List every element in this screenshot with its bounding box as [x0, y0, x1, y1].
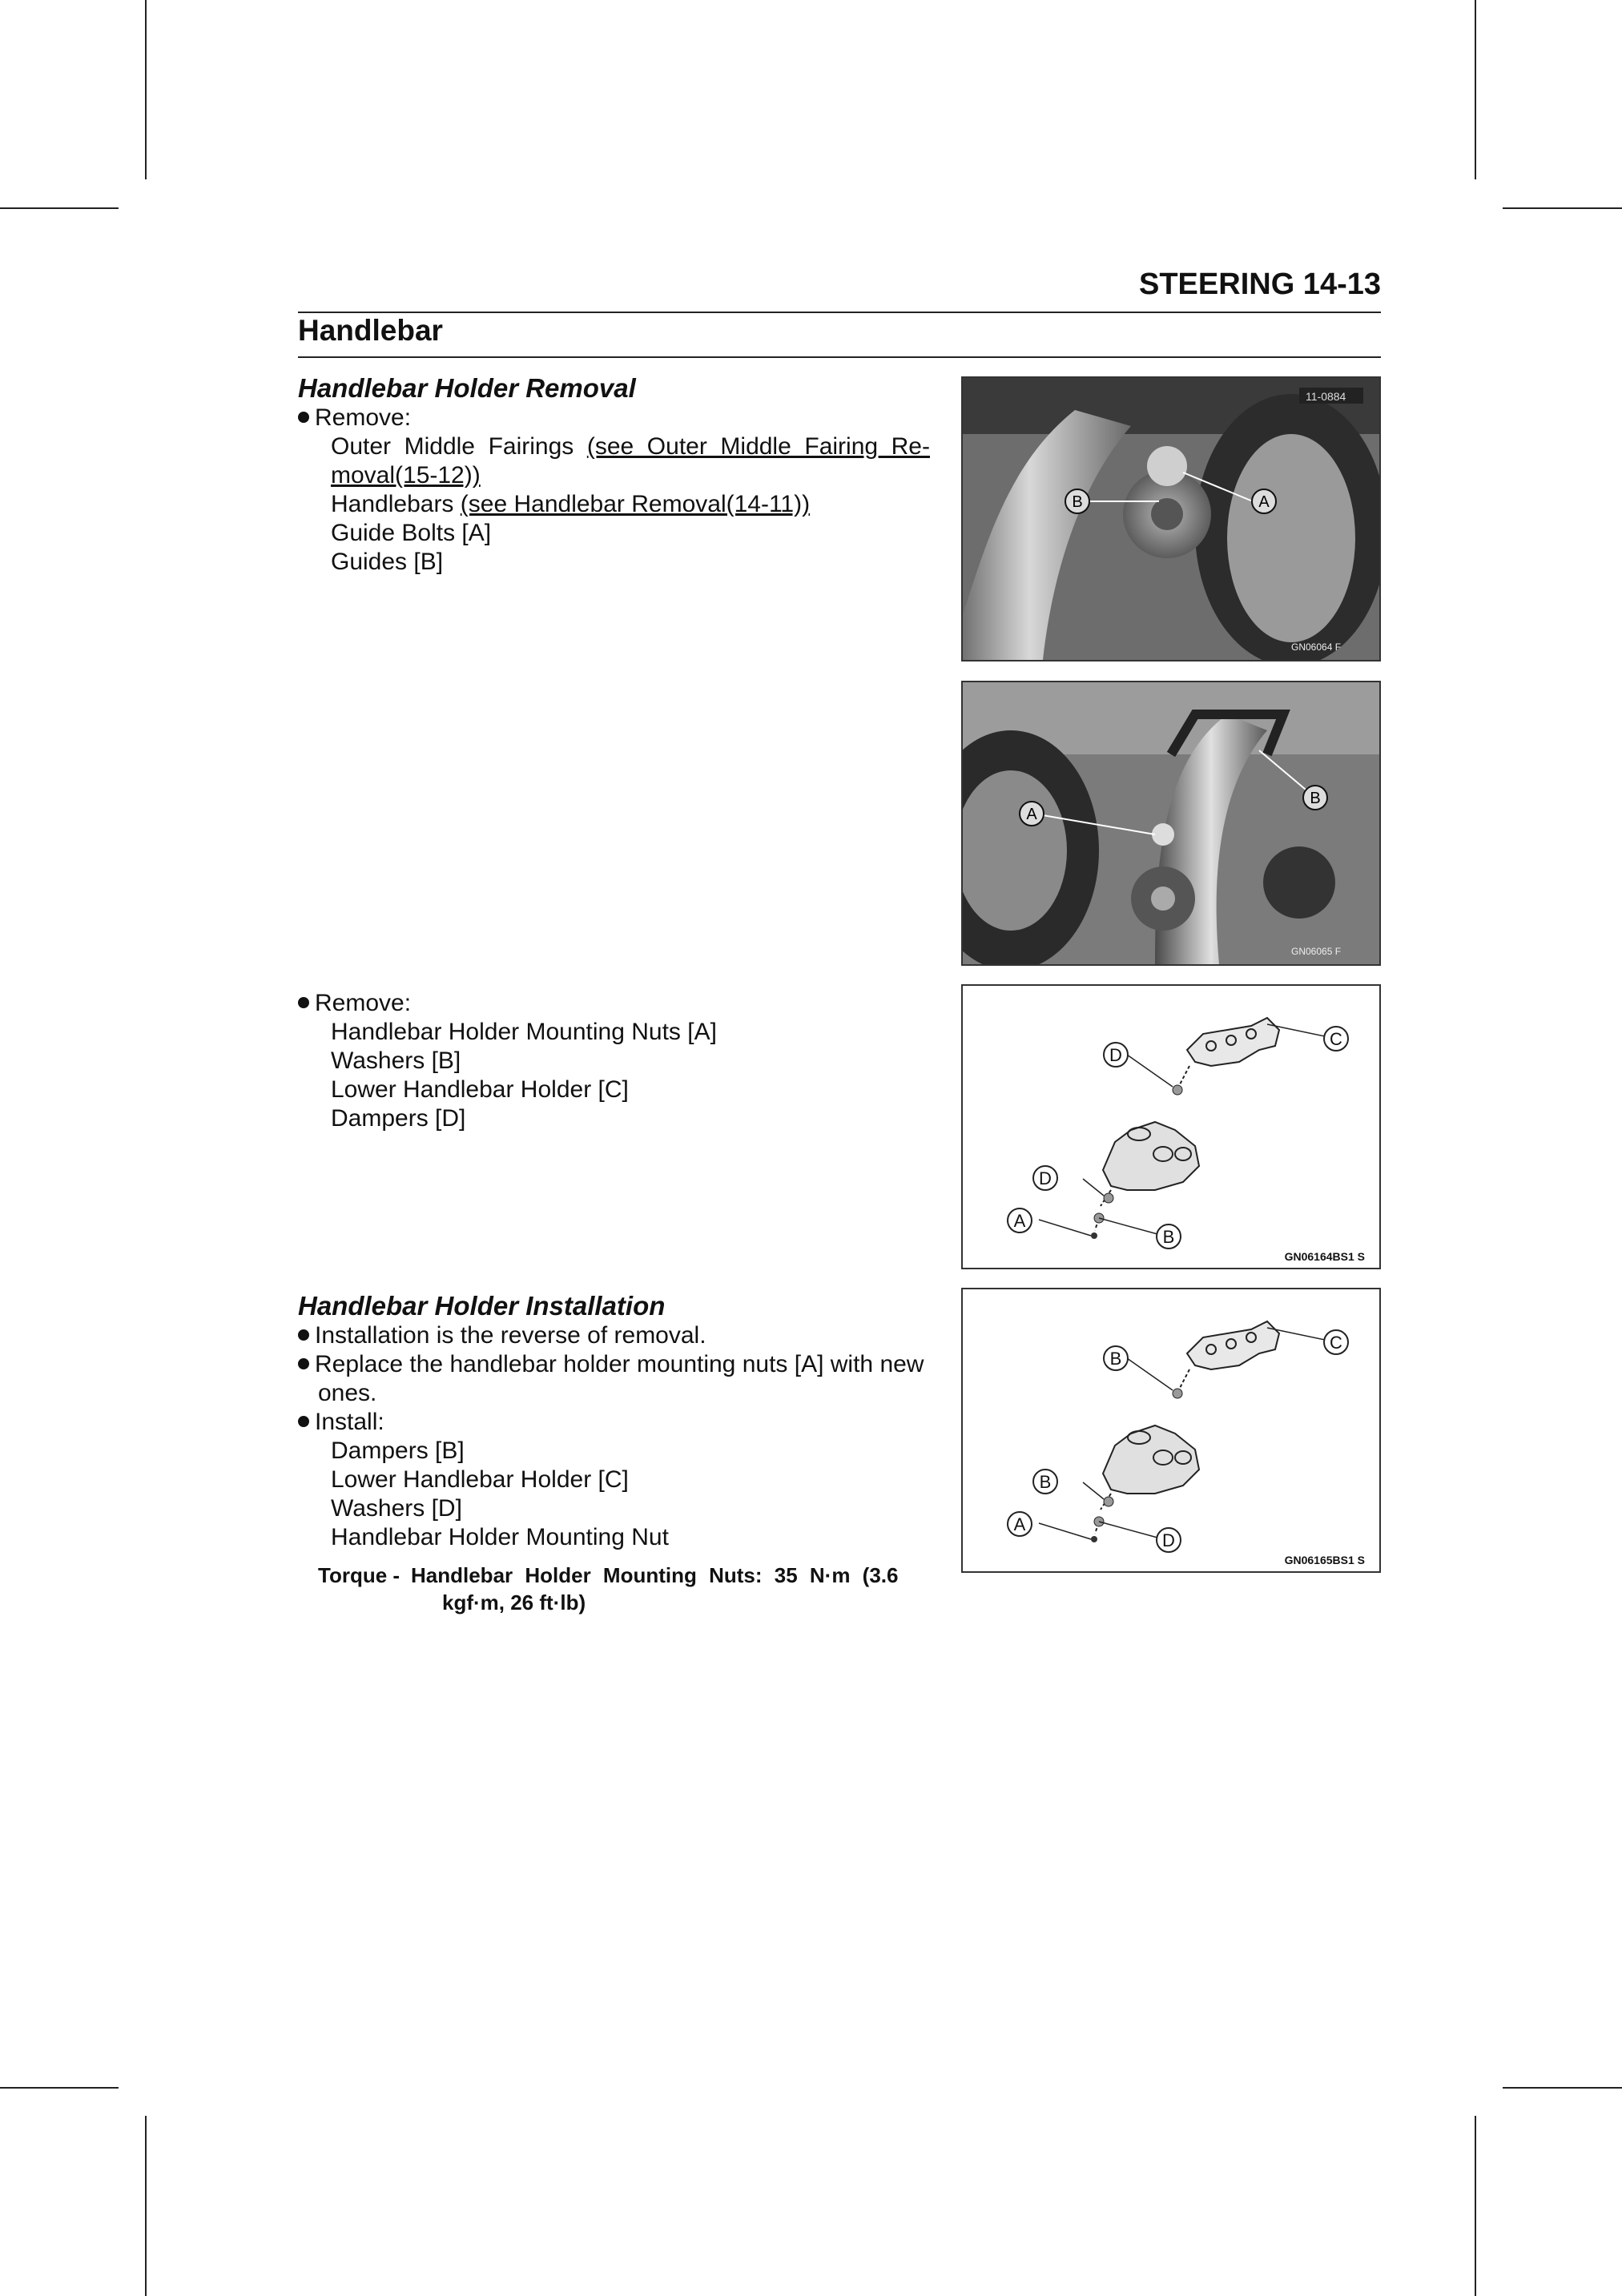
- callout-b: B: [1039, 1472, 1052, 1492]
- removal-bullet-1: [298, 404, 411, 432]
- crop-mark: [0, 207, 119, 209]
- bullet-icon: [298, 412, 309, 423]
- removal-item-fairings-cont: [331, 461, 481, 490]
- page-header: STEERING 14-13: [1139, 267, 1381, 301]
- photo-guides: [961, 681, 1381, 966]
- torque-label: Torque -: [318, 1563, 400, 1587]
- crop-mark: [1475, 2116, 1476, 2296]
- bullet-icon: [298, 1329, 309, 1341]
- removal-item: Handlebar Holder Mounting Nuts [A]: [331, 1019, 717, 1045]
- callout-b: B: [1162, 1227, 1175, 1247]
- installation-bullet-cont: ones.: [318, 1380, 377, 1406]
- removal-item: Lower Handlebar Holder [C]: [331, 1076, 629, 1103]
- removal-item-guides: Guides [B]: [331, 549, 444, 575]
- bullet-icon: [298, 1416, 309, 1427]
- fairing-removal-link-cont[interactable]: moval(15-12)): [331, 462, 481, 489]
- installation-bullet: [298, 1350, 924, 1379]
- diagram-installation: [961, 1288, 1381, 1573]
- callout-a: A: [1013, 1514, 1026, 1534]
- callout-a: A: [1013, 1211, 1026, 1231]
- bullet-text: Install:: [315, 1409, 384, 1435]
- callout-b: B: [1310, 790, 1321, 807]
- bullet-text: Remove:: [315, 404, 412, 431]
- removal-item: Dampers [D]: [331, 1105, 466, 1132]
- installation-bullet: [298, 1408, 384, 1437]
- installation-item: Lower Handlebar Holder [C]: [331, 1466, 629, 1493]
- bullet-icon: [298, 1358, 309, 1369]
- item-text: Handlebars: [331, 491, 454, 517]
- item-text: Outer Middle Fairings: [331, 433, 574, 460]
- removal-item-handlebars: [331, 490, 810, 519]
- bullet-text: Remove:: [315, 990, 412, 1016]
- removal-item-fairings: [331, 432, 930, 461]
- bullet-icon: [298, 997, 309, 1008]
- section-rule: [298, 356, 1381, 358]
- callout-d: D: [1039, 1168, 1052, 1188]
- callout-d: D: [1162, 1530, 1175, 1550]
- photo-illustration: [963, 378, 1379, 660]
- crop-mark: [1503, 207, 1622, 209]
- callout-c: C: [1330, 1333, 1342, 1353]
- callout-d: D: [1109, 1045, 1122, 1065]
- callout-a: A: [1258, 493, 1270, 511]
- installation-item: Washers [D]: [331, 1495, 462, 1522]
- installation-item: Handlebar Holder Mounting Nut: [331, 1524, 669, 1550]
- crop-mark: [145, 2116, 147, 2296]
- bullet-text: Replace the handlebar holder mounting nuts [A] with new: [315, 1351, 924, 1377]
- figure-code: GN06164BS1 S: [1284, 1250, 1365, 1263]
- fairing-removal-link[interactable]: (see Outer Middle Fairing Re-: [586, 433, 930, 460]
- removal-item-guide-bolts: Guide Bolts [A]: [331, 520, 492, 546]
- removal-bullet-2: [298, 989, 411, 1018]
- installation-heading: Handlebar Holder Installation: [298, 1291, 666, 1321]
- removal-heading: Handlebar Holder Removal: [298, 373, 636, 403]
- exploded-view: [963, 986, 1379, 1268]
- callout-b: B: [1109, 1349, 1122, 1369]
- torque-value: Handlebar Holder Mounting Nuts: 35 N·m (3.6: [411, 1563, 899, 1587]
- torque-value-cont: kgf·m, 26 ft·lb): [442, 1590, 586, 1614]
- crop-mark: [1475, 0, 1476, 179]
- removal-item: Washers [B]: [331, 1047, 461, 1074]
- exploded-view: [963, 1289, 1379, 1571]
- callout-c: C: [1330, 1029, 1342, 1049]
- handlebar-removal-link[interactable]: (see Handlebar Removal(14-11)): [460, 491, 811, 517]
- crop-mark: [145, 0, 147, 179]
- callout-b: B: [1072, 493, 1083, 511]
- section-title: Handlebar: [298, 314, 443, 347]
- crop-mark: [0, 2087, 119, 2089]
- callout-a: A: [1026, 806, 1037, 823]
- figure-code: GN06065 F: [1291, 946, 1342, 957]
- installation-item: Dampers [B]: [331, 1438, 465, 1464]
- plate-text: 11-0884: [1306, 390, 1346, 403]
- header-rule: [298, 312, 1381, 313]
- diagram-removal: [961, 984, 1381, 1269]
- bullet-text: Installation is the reverse of removal.: [315, 1322, 706, 1349]
- photo-guide-bolts: [961, 376, 1381, 661]
- figure-code: GN06165BS1 S: [1284, 1554, 1365, 1566]
- photo-illustration: [963, 682, 1379, 964]
- crop-mark: [1503, 2087, 1622, 2089]
- installation-bullet: [298, 1321, 706, 1350]
- figure-code: GN06064 F: [1291, 641, 1342, 653]
